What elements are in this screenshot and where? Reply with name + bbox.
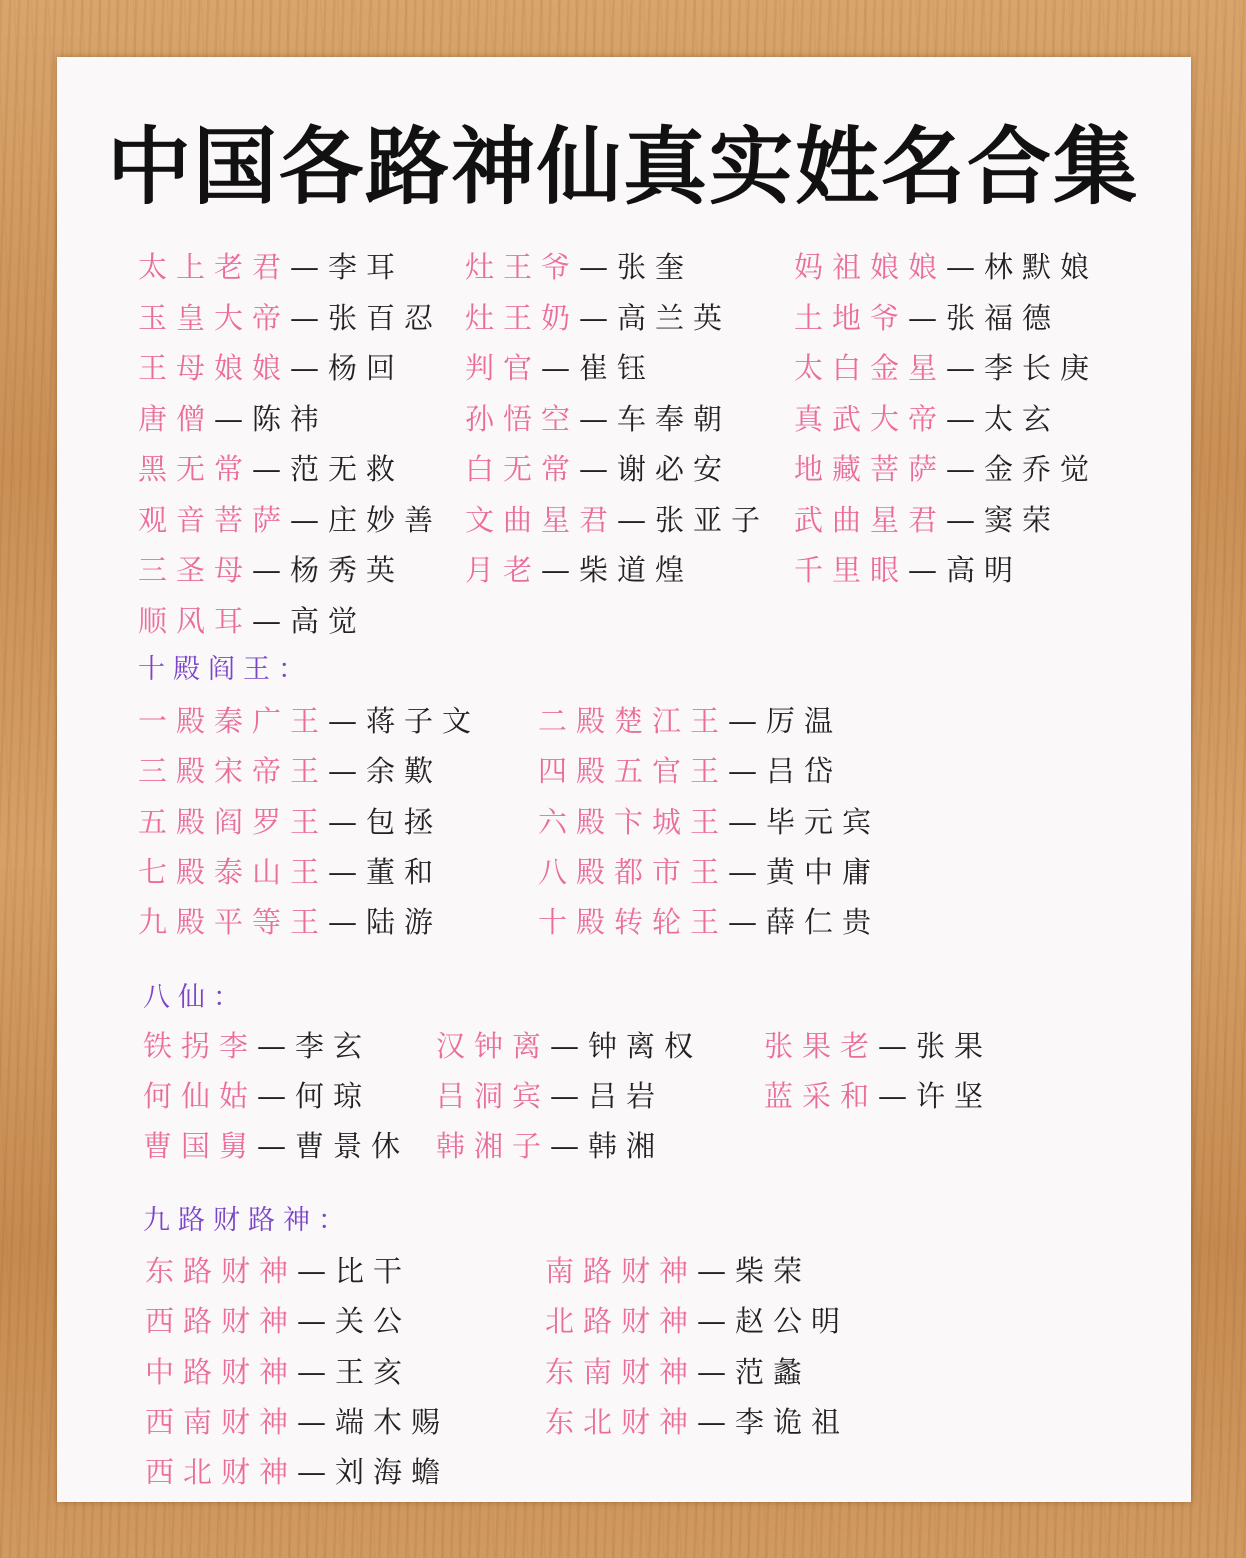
deity-title: 东南财神: [545, 1354, 698, 1389]
deity-title: 蓝采和: [764, 1079, 879, 1113]
real-name: 曹景休: [295, 1129, 410, 1163]
deity-entry: [138, 854, 443, 889]
real-name: 张果: [916, 1029, 993, 1063]
deity-title: 东北财神: [545, 1404, 698, 1439]
separator-dash: —: [946, 351, 985, 385]
deity-entry: [145, 1404, 450, 1439]
deity-title: 北路财神: [545, 1304, 698, 1339]
separator-dash: —: [579, 300, 618, 335]
separator-dash: —: [290, 351, 329, 385]
separator-dash: —: [946, 452, 985, 486]
deity-title: 灶王奶: [465, 300, 580, 335]
deity-entry: [145, 1254, 412, 1288]
separator-dash: —: [550, 1029, 589, 1063]
deity-title: 八殿都市王: [538, 854, 729, 889]
real-name: 柴道煌: [579, 553, 694, 587]
separator-dash: —: [946, 401, 985, 436]
separator-dash: —: [550, 1079, 589, 1113]
deity-title: 韩湘子: [436, 1129, 551, 1163]
deity-title: 何仙姑: [143, 1079, 258, 1113]
deity-title: 十殿转轮王: [538, 905, 729, 940]
real-name: 关公: [335, 1304, 412, 1339]
separator-dash: —: [728, 754, 767, 789]
deity-entry: [138, 603, 367, 638]
real-name: 何琼: [295, 1079, 372, 1113]
real-name: 谢必安: [617, 452, 732, 486]
deity-title: 二殿楚江王: [538, 704, 729, 738]
deity-entry: [465, 250, 694, 284]
deity-title: 太白金星: [794, 351, 947, 385]
section-heading: 十殿阎王：: [138, 654, 313, 685]
deity-title: 王母娘娘: [138, 351, 291, 385]
real-name: 窦荣: [984, 502, 1061, 537]
deity-title: 太上老君: [138, 250, 291, 284]
deity-entry: [138, 351, 405, 385]
deity-entry: [145, 1354, 412, 1389]
separator-dash: —: [728, 804, 767, 839]
real-name: 范蠡: [735, 1354, 812, 1389]
deity-title: 顺风耳: [138, 603, 253, 638]
deity-entry: [794, 452, 1099, 486]
deity-entry: [138, 250, 405, 284]
real-name: 张百忍: [328, 300, 443, 335]
separator-dash: —: [297, 1254, 336, 1288]
deity-entry: [764, 1079, 993, 1113]
deity-title: 玉皇大帝: [138, 300, 291, 335]
deity-entry: [138, 704, 481, 738]
separator-dash: —: [290, 300, 329, 335]
deity-entry: [138, 300, 443, 335]
deity-entry: [145, 1455, 450, 1490]
deity-entry: [138, 754, 443, 789]
deity-title: 文曲星君: [465, 502, 618, 537]
real-name: 许坚: [916, 1079, 993, 1113]
separator-dash: —: [579, 401, 618, 436]
separator-dash: —: [550, 1129, 589, 1163]
deity-title: 西南财神: [145, 1404, 298, 1439]
real-name: 端木赐: [335, 1404, 450, 1439]
separator-dash: —: [579, 250, 618, 284]
real-name: 李诡祖: [735, 1404, 850, 1439]
deity-entry: [138, 905, 443, 940]
deity-entry: [794, 553, 1023, 587]
real-name: 比干: [335, 1254, 412, 1288]
deity-title: 吕洞宾: [436, 1079, 551, 1113]
separator-dash: —: [697, 1404, 736, 1439]
real-name: 太玄: [984, 401, 1061, 436]
real-name: 吕岱: [766, 754, 843, 789]
real-name: 王亥: [335, 1354, 412, 1389]
deity-title: 黑无常: [138, 452, 253, 486]
separator-dash: —: [252, 553, 291, 587]
deity-entry: [138, 804, 443, 839]
deity-title: 五殿阎罗王: [138, 804, 329, 839]
separator-dash: —: [290, 250, 329, 284]
deity-title: 武曲星君: [794, 502, 947, 537]
deity-entry: [465, 401, 732, 436]
deity-title: 四殿五官王: [538, 754, 729, 789]
separator-dash: —: [328, 854, 367, 889]
separator-dash: —: [257, 1029, 296, 1063]
deity-title: 土地爷: [794, 300, 909, 335]
real-name: 范无救: [290, 452, 405, 486]
deity-entry: [465, 553, 694, 587]
separator-dash: —: [297, 1404, 336, 1439]
deity-entry: [545, 1354, 812, 1389]
deity-title: 地藏菩萨: [794, 452, 947, 486]
separator-dash: —: [878, 1079, 917, 1113]
real-name: 车奉朝: [617, 401, 732, 436]
deity-entry: [545, 1404, 850, 1439]
deity-title: 中路财神: [145, 1354, 298, 1389]
deity-title: 孙悟空: [465, 401, 580, 436]
separator-dash: —: [946, 502, 985, 537]
separator-dash: —: [946, 250, 985, 284]
deity-entry: [436, 1029, 703, 1063]
separator-dash: —: [214, 401, 253, 436]
deity-entry: [436, 1129, 665, 1163]
separator-dash: —: [328, 754, 367, 789]
separator-dash: —: [290, 502, 329, 537]
deity-entry: [545, 1304, 850, 1339]
deity-title: 曹国舅: [143, 1129, 258, 1163]
real-name: 金乔觉: [984, 452, 1099, 486]
real-name: 崔钰: [579, 351, 656, 385]
separator-dash: —: [328, 804, 367, 839]
real-name: 李长庚: [984, 351, 1099, 385]
deity-title: 三圣母: [138, 553, 253, 587]
separator-dash: —: [908, 300, 947, 335]
deity-entry: [538, 854, 881, 889]
deity-entry: [138, 401, 329, 436]
deity-entry: [465, 300, 732, 335]
deity-title: 灶王爷: [465, 250, 580, 284]
real-name: 余歎: [366, 754, 443, 789]
real-name: 黄中庸: [766, 854, 881, 889]
deity-title: 月老: [465, 553, 542, 587]
deity-entry: [143, 1079, 372, 1113]
separator-dash: —: [297, 1304, 336, 1339]
real-name: 厉温: [766, 704, 843, 738]
separator-dash: —: [257, 1079, 296, 1113]
real-name: 柴荣: [735, 1254, 812, 1288]
page-title: 中国各路神仙真实姓名合集: [106, 118, 1139, 216]
deity-entry: [538, 704, 843, 738]
separator-dash: —: [257, 1129, 296, 1163]
deity-entry: [465, 351, 656, 385]
deity-title: 白无常: [465, 452, 580, 486]
section-heading: 八仙：: [143, 982, 248, 1013]
deity-entry: [436, 1079, 665, 1113]
deity-entry: [794, 250, 1099, 284]
real-name: 吕岩: [588, 1079, 665, 1113]
separator-dash: —: [579, 452, 618, 486]
real-name: 张奎: [617, 250, 694, 284]
real-name: 刘海蟾: [335, 1455, 450, 1490]
real-name: 赵公明: [735, 1304, 850, 1339]
separator-dash: —: [728, 905, 767, 940]
deity-title: 九殿平等王: [138, 905, 329, 940]
real-name: 蒋子文: [366, 704, 481, 738]
deity-title: 东路财神: [145, 1254, 298, 1288]
deity-title: 妈祖娘娘: [794, 250, 947, 284]
deity-entry: [538, 905, 881, 940]
deity-entry: [138, 452, 405, 486]
deity-entry: [794, 300, 1061, 335]
section-heading: 九路财路神：: [143, 1205, 353, 1236]
deity-entry: [794, 351, 1099, 385]
separator-dash: —: [728, 854, 767, 889]
deity-entry: [143, 1129, 410, 1163]
separator-dash: —: [297, 1455, 336, 1490]
real-name: 庄妙善: [328, 502, 443, 537]
real-name: 张亚子: [655, 502, 770, 537]
real-name: 杨秀英: [290, 553, 405, 587]
separator-dash: —: [297, 1354, 336, 1389]
deity-entry: [764, 1029, 993, 1063]
deity-title: 唐僧: [138, 401, 215, 436]
deity-title: 一殿秦广王: [138, 704, 329, 738]
real-name: 杨回: [328, 351, 405, 385]
separator-dash: —: [541, 553, 580, 587]
deity-title: 千里眼: [794, 553, 909, 587]
deity-entry: [794, 502, 1061, 537]
real-name: 薛仁贵: [766, 905, 881, 940]
separator-dash: —: [328, 905, 367, 940]
real-name: 高觉: [290, 603, 367, 638]
deity-title: 判官: [465, 351, 542, 385]
real-name: 陈祎: [252, 401, 329, 436]
separator-dash: —: [617, 502, 656, 537]
separator-dash: —: [728, 704, 767, 738]
deity-title: 观音菩萨: [138, 502, 291, 537]
deity-title: 张果老: [764, 1029, 879, 1063]
real-name: 李耳: [328, 250, 405, 284]
deity-title: 西北财神: [145, 1455, 298, 1490]
real-name: 包拯: [366, 804, 443, 839]
deity-title: 三殿宋帝王: [138, 754, 329, 789]
separator-dash: —: [252, 603, 291, 638]
real-name: 林默娘: [984, 250, 1099, 284]
deity-title: 南路财神: [545, 1254, 698, 1288]
deity-entry: [538, 754, 843, 789]
separator-dash: —: [541, 351, 580, 385]
deity-entry: [545, 1254, 812, 1288]
deity-title: 七殿泰山王: [138, 854, 329, 889]
real-name: 毕元宾: [766, 804, 881, 839]
real-name: 韩湘: [588, 1129, 665, 1163]
deity-entry: [794, 401, 1061, 436]
real-name: 张福德: [946, 300, 1061, 335]
real-name: 钟离权: [588, 1029, 703, 1063]
deity-entry: [138, 553, 405, 587]
deity-title: 六殿卞城王: [538, 804, 729, 839]
deity-title: 西路财神: [145, 1304, 298, 1339]
separator-dash: —: [697, 1304, 736, 1339]
deity-title: 汉钟离: [436, 1029, 551, 1063]
deity-title: 真武大帝: [794, 401, 947, 436]
separator-dash: —: [697, 1354, 736, 1389]
deity-entry: [465, 452, 732, 486]
deity-entry: [465, 502, 770, 537]
deity-entry: [143, 1029, 372, 1063]
real-name: 高明: [946, 553, 1023, 587]
deity-entry: [538, 804, 881, 839]
deity-entry: [145, 1304, 412, 1339]
real-name: 陆游: [366, 905, 443, 940]
separator-dash: —: [908, 553, 947, 587]
real-name: 董和: [366, 854, 443, 889]
separator-dash: —: [328, 704, 367, 738]
separator-dash: —: [252, 452, 291, 486]
real-name: 高兰英: [617, 300, 732, 335]
deity-title: 铁拐李: [143, 1029, 258, 1063]
real-name: 李玄: [295, 1029, 372, 1063]
deity-entry: [138, 502, 443, 537]
separator-dash: —: [697, 1254, 736, 1288]
separator-dash: —: [878, 1029, 917, 1063]
